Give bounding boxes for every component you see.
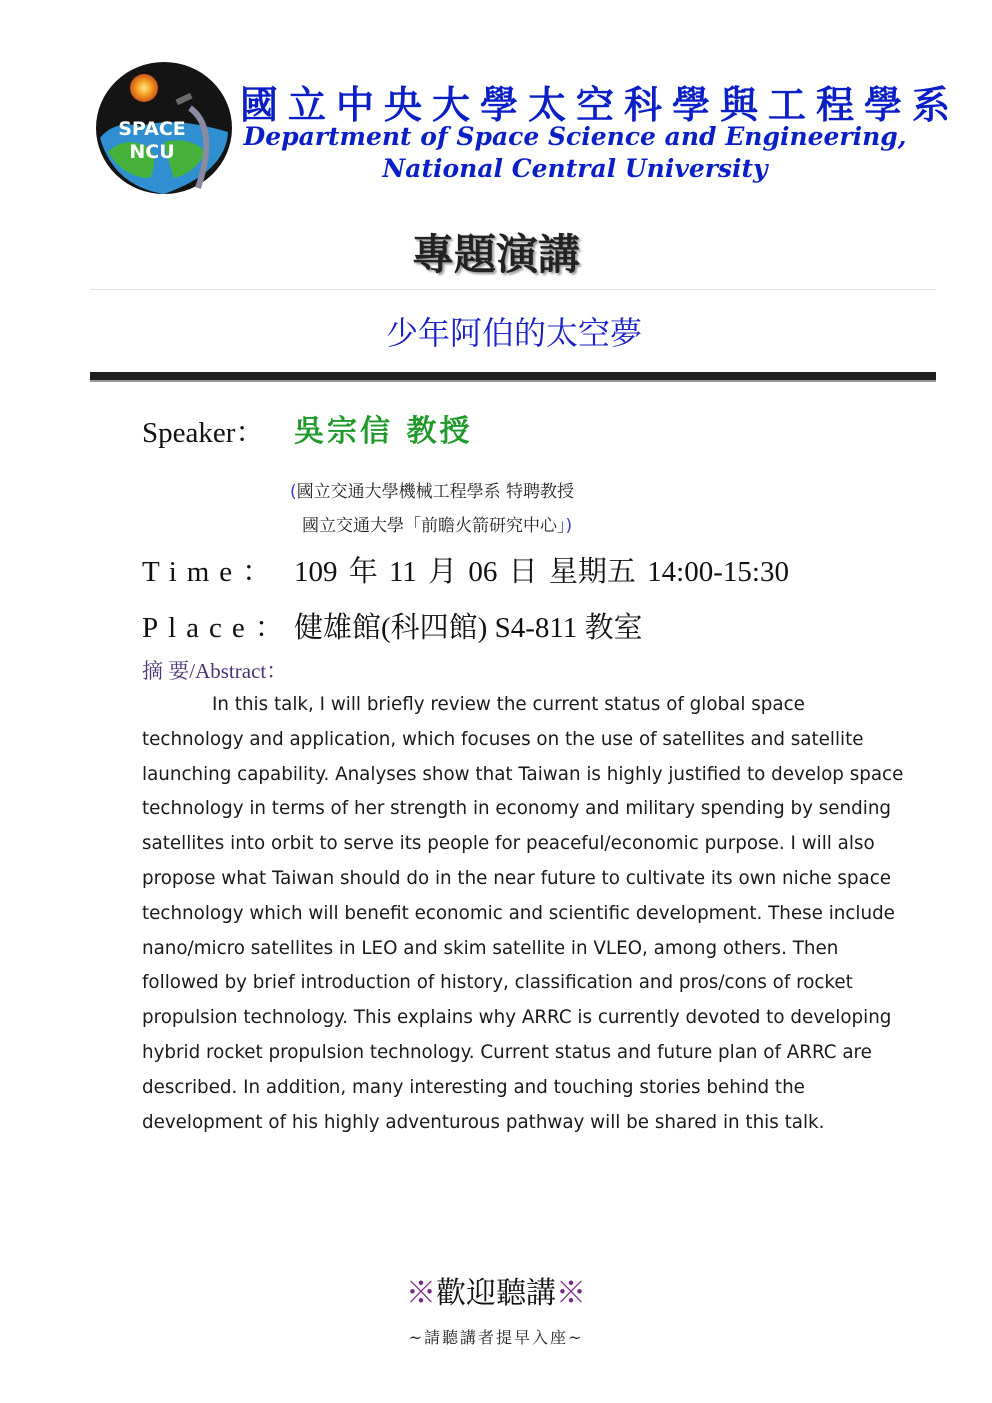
speaker-label: Speaker： [142, 417, 265, 449]
footer-note: ~請聽講者提早入座~ [408, 1328, 584, 1347]
speaker-affiliation-1 [290, 477, 574, 502]
abstract-label: 摘 要/Abstract： [142, 659, 288, 683]
university-name-english: National Central University [382, 154, 768, 183]
abstract-body: In this talk, I will briefly review the current status of global space technology and application, which focuses on the use of satellites and satellite launching capability. Analyses show that Taiwan is highly justified to develop space technology in terms of her strength in economy and military spending by sending satellites into orbit to serve its people for peaceful/economic purpose. I will also propose what Taiwan should do in the near future to cultivate its own niche space technology which will benefit economic and scientific development. These include nano/micro satellites in LEO and skim satellite in VLEO, among others. Then followed by brief introduction of history, classification and pros/cons of rocket propulsion technology. This explains why ARRC is currently devoted to developing hybrid rocket propulsion technology. Current status and future plan of ARRC are described. In addition, many interesting and touching stories behind the development of his highly adventurous pathway will be shared in this talk. [142, 694, 904, 1133]
reference-mark-right: ※ [556, 1276, 586, 1311]
department-title-chinese: 國立中央大學太空科學與工程學系 [240, 82, 961, 127]
space-ncu-logo [94, 60, 234, 196]
talk-title: 少年阿伯的太空夢 [385, 314, 642, 352]
affiliation-line-2: 國立交通大學「前瞻火箭研究中心」 [302, 516, 566, 536]
time-label: Time： [142, 556, 282, 588]
speaker-affiliation-2 [302, 511, 572, 536]
place-label: Place： [142, 612, 294, 644]
logo-text-ncu: NCU [129, 141, 175, 163]
affiliation-close-paren: ) [565, 516, 573, 536]
divider-thin [90, 289, 936, 290]
welcome-banner [0, 1268, 992, 1312]
affiliation-open-paren: ( [290, 482, 297, 502]
speaker-name: 吳宗信 教授 [294, 414, 473, 449]
welcome-text: 歡迎聽講 [436, 1276, 556, 1311]
place-value: 健雄館(科四館) S4-811 教室 [294, 612, 643, 644]
divider-thick [90, 372, 936, 382]
time-value: 109 年 11 月 06 日 星期五 14:00-15:30 [294, 556, 789, 588]
affiliation-line-1: 國立交通大學機械工程學系 特聘教授 [296, 482, 575, 502]
page-heading: 專題演講 [411, 230, 580, 279]
logo-text-space: SPACE [118, 118, 186, 140]
reference-mark-left: ※ [406, 1276, 436, 1311]
department-title-english: Department of Space Science and Engineering, [243, 122, 907, 151]
